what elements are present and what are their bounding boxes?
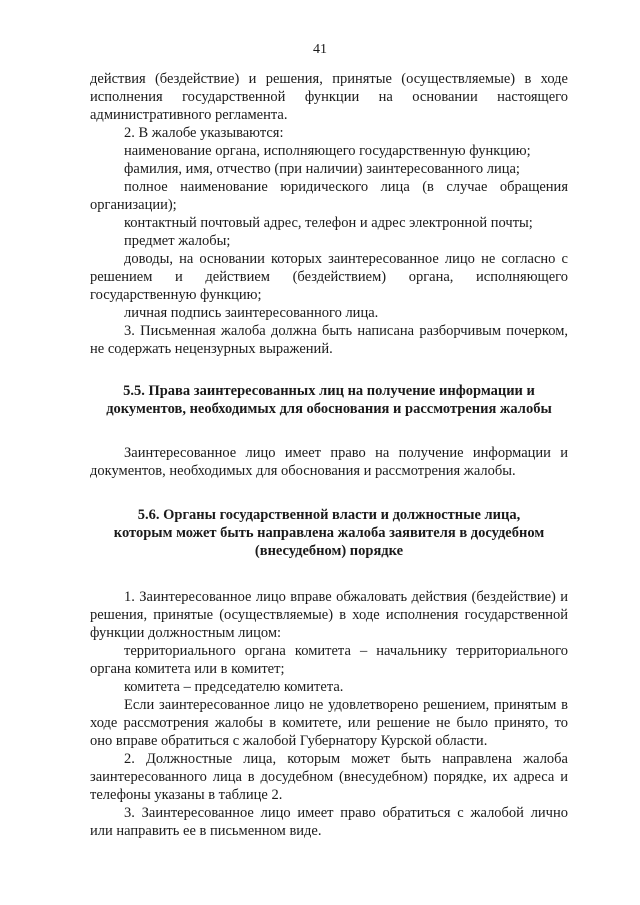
section-heading-5-5 [90,382,568,418]
document-body [90,70,568,840]
heading-line: документов, необходимых для обоснования и рассмотрения жалобы [106,401,552,417]
list-item: предмет жалобы; [124,233,231,249]
list-item: доводы, на основании которых заинтересованное лицо не согласно с решением и действием (бездействием) органа, исполняющего государственную функцию; [90,251,568,303]
paragraph-5-6-item-1: 1. Заинтересованное лицо вправе обжаловать действия (бездействие) и решения, принятые (осуществляемые) в ходе исполнения государственной функции должностным лицом: [90,589,568,641]
list-item: личная подпись заинтересованного лица. [124,305,379,321]
list-item: контактный почтовый адрес, телефон и адрес электронной почты; [124,215,533,231]
paragraph-5-6-item-3: 3. Заинтересованное лицо имеет право обратиться с жалобой лично или направить ее в письменном виде. [90,805,568,839]
paragraph-continuation: действия (бездействие) и решения, принятые (осуществляемые) в ходе исполнения государственной функции на основании настоящего административного регламента. [90,71,568,123]
paragraph-item-3: 3. Письменная жалоба должна быть написана разборчивым почерком, не содержать нецензурных выражений. [90,323,568,357]
heading-line: (внесудебном) порядке [254,543,404,559]
paragraph-item-2: 2. В жалобе указываются: [124,125,284,141]
heading-line: 5.5. Права заинтересованных лиц на получение информации и [123,383,535,399]
list-item: наименование органа, исполняющего государственную функцию; [124,143,531,159]
paragraph-5-6-item-1a: территориального органа комитета – начальнику территориального органа комитета или в комитет; [90,643,568,677]
heading-line: 5.6. Органы государственной власти и должностные лица, [137,507,521,523]
list-item: фамилия, имя, отчество (при наличии) заинтересованного лица; [124,161,520,177]
paragraph-5-6-item-1b: комитета – председателю комитета. [124,679,344,695]
paragraph-5-5: Заинтересованное лицо имеет право на получение информации и документов, необходимых для обоснования и рассмотрения жалобы. [90,445,568,479]
section-heading-5-6 [90,506,568,560]
paragraph-5-6-item-1c: Если заинтересованное лицо не удовлетворено решением, принятым в ходе рассмотрения жалобы в комитете, или решение не было принято, то оно вправе обратиться с жалобой Губернатору Курской области. [90,697,568,749]
heading-line: которым может быть направлена жалоба заявителя в досудебном [113,525,545,541]
paragraph-5-6-item-2: 2. Должностные лица, которым может быть направлена жалоба заинтересованного лица в досудебном (внесудебном) порядке, их адреса и телефоны указаны в таблице 2. [90,751,568,803]
list-item: полное наименование юридического лица (в случае обращения организации); [90,179,568,213]
page-number: 41 [313,42,327,57]
